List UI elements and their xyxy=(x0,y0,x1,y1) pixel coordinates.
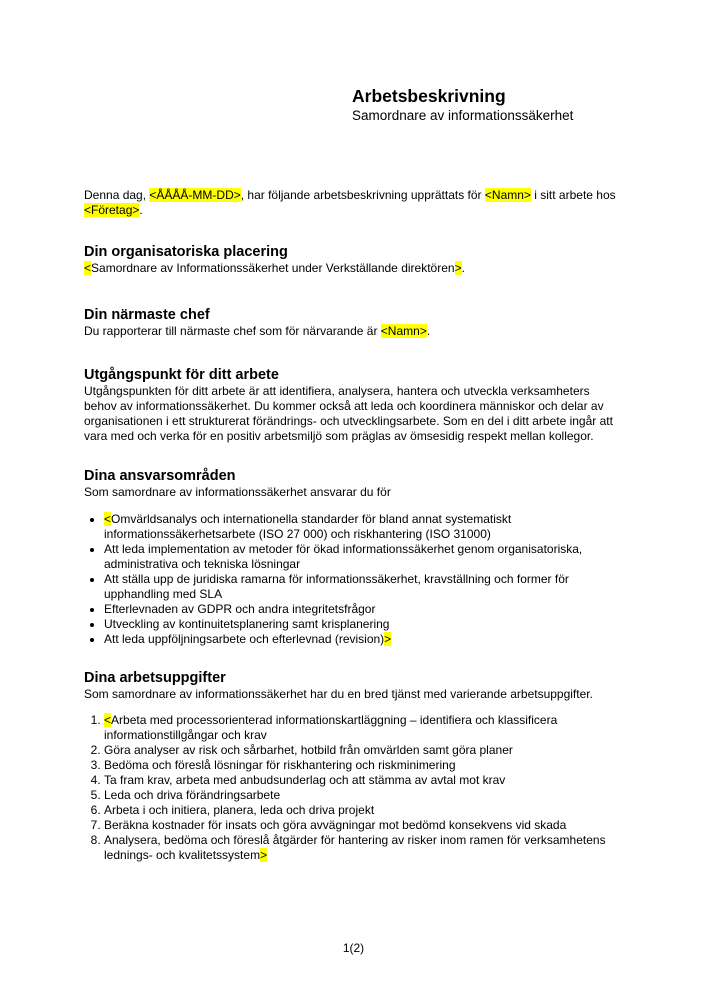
document-subtitle: Samordnare av informationssäkerhet xyxy=(352,108,574,123)
highlighted-placeholder: <Namn> xyxy=(380,324,427,338)
list-item: • Att leda implementation av metoder för ökad informationssäkerhet genom organisatoriska, administrativa och tekniska lösningar xyxy=(104,542,625,572)
section-heading-chef: Din närmaste chef xyxy=(84,307,210,323)
section-ansvarsomraden xyxy=(84,467,625,647)
responsibilities-list xyxy=(84,512,625,647)
list-item: 6. Arbeta i och initiera, planera, leda och driva projekt xyxy=(104,803,625,818)
section-narmaste-chef xyxy=(84,306,625,339)
highlighted-placeholder: > xyxy=(384,632,392,646)
highlighted-placeholder: < xyxy=(104,713,112,727)
highlighted-placeholder: > xyxy=(454,261,462,275)
section-organisatorisk-placering xyxy=(84,243,625,276)
placement-paragraph: <Samordnare av Informationssäkerhet under Verkställande direktören>. xyxy=(84,261,465,275)
list-item: 5. Leda och driva förändringsarbete xyxy=(104,788,625,803)
section-heading-ansvarsomraden: Dina ansvarsområden xyxy=(84,468,236,484)
list-item: • Att leda uppföljningsarbete och efterlevnad (revision)> xyxy=(104,632,625,647)
list-item: 3. Bedöma och föreslå lösningar för riskhantering och riskminimering xyxy=(104,758,625,773)
list-item: • Efterlevnaden av GDPR och andra integritetsfrågor xyxy=(104,602,625,617)
section-heading-utgangspunkt: Utgångspunkt för ditt arbete xyxy=(84,367,279,383)
highlighted-placeholder: <ÅÅÅÅ-MM-DD> xyxy=(149,188,241,202)
list-item: 7. Beräkna kostnader för insats och göra avvägningar mot bedömd konsekvens vid skada xyxy=(104,818,625,833)
highlighted-placeholder: <Företag> xyxy=(84,203,140,217)
intro-paragraph: Denna dag, <ÅÅÅÅ-MM-DD>, har följande arbetsbeskrivning upprättats för <Namn> i sitt arbete hos <Företag>. xyxy=(84,188,616,217)
tasks-intro: Som samordnare av informationssäkerhet har du en bred tjänst med varierande arbetsuppgifter. xyxy=(84,687,593,701)
starting-point-paragraph: Utgångspunkten för ditt arbete är att identifiera, analysera, hantera och utveckla verksamheters behov av informationssäkerhet. Du kommer också att leda och koordinera människor och delar av organisationen i ett strukturerat förändrings- och utvecklingsarbete. Som en del i ditt arbete ingår att vara med och verka för en positiv arbetsmiljö som präglas av ömsesidig respekt mellan kollegor. xyxy=(84,384,613,443)
list-item: • <Omvärldsanalys och internationella standarder för bland annat systematiskt informationssäkerhetsarbete (ISO 27 000) och riskhantering (ISO 31000) xyxy=(104,512,625,542)
list-item: • Att ställa upp de juridiska ramarna för informationssäkerhet, kravställning och former för upphandling med SLA xyxy=(104,572,625,602)
section-utgangspunkt xyxy=(84,366,625,444)
manager-paragraph: Du rapporterar till närmaste chef som för närvarande är <Namn>. xyxy=(84,324,431,338)
list-item: 8. Analysera, bedöma och föreslå åtgärder för hantering av risker inom ramen för verksamhetens lednings- och kvalitetssystem> xyxy=(104,833,625,863)
list-item: 4. Ta fram krav, arbeta med anbudsunderlag och att stämma av avtal mot krav xyxy=(104,773,625,788)
highlighted-placeholder: <Namn> xyxy=(484,188,531,202)
document-header xyxy=(352,86,573,124)
highlighted-placeholder: < xyxy=(104,512,112,526)
list-item: 1. <Arbeta med processorienterad informationskartläggning – identifiera och klassificera informationstillgångar och krav xyxy=(104,713,625,743)
section-arbetsuppgifter xyxy=(84,669,625,863)
section-heading-arbetsuppgifter: Dina arbetsuppgifter xyxy=(84,670,226,686)
document-title: Arbetsbeskrivning xyxy=(352,86,506,106)
list-item: • Utveckling av kontinuitetsplanering samt krisplanering xyxy=(104,617,625,632)
document-body xyxy=(84,188,625,863)
section-heading-placering: Din organisatoriska placering xyxy=(84,244,288,260)
page-number: 1(2) xyxy=(342,941,365,955)
highlighted-placeholder: < xyxy=(84,261,92,275)
list-item: 2. Göra analyser av risk och sårbarhet, hotbild från omvärlden samt göra planer xyxy=(104,743,625,758)
responsibilities-intro: Som samordnare av informationssäkerhet ansvarar du för xyxy=(84,485,391,499)
tasks-list xyxy=(84,713,625,863)
highlighted-placeholder: > xyxy=(260,848,268,862)
